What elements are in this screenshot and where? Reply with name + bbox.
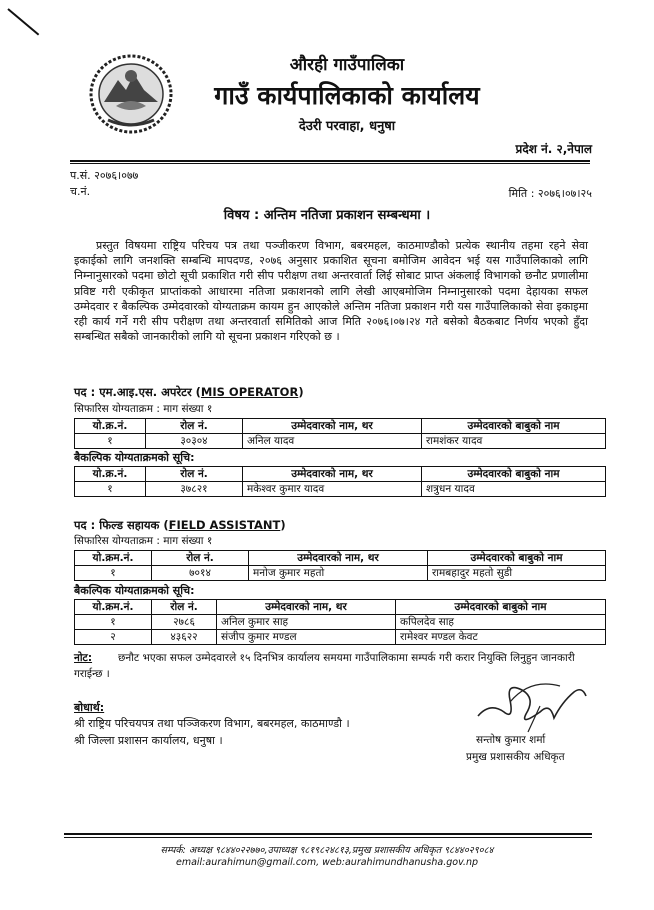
subject-line: विषय : अन्तिम नतिजा प्रकाशन सम्बन्धमा । <box>223 208 431 223</box>
recommended-table-mis <box>74 418 606 449</box>
office-address: देउरी परवाहा, धनुषा <box>298 119 396 134</box>
alternate-table-field <box>74 599 606 645</box>
alternate-label-mis: बैकल्पिक योग्यताक्रमको सूचि: <box>74 451 195 464</box>
municipality-name: औरही गाउँपालिका <box>289 55 405 75</box>
signature-scribble <box>470 672 590 736</box>
table-header-row: यो.क्र.नं. रोल नं. उम्मेदवारको नाम, थर उम्मेदवारको बाबुको नाम <box>75 419 606 434</box>
notice-body: प्रस्तुत विषयमा राष्ट्रिय परिचय पत्र तथा पञ्जीकरण विभाग, बबरमहल, काठमाण्डौको प्रत्येक स्थानीय तहमा रहने सेवा इकाईको लागि जनशक्ति सम्बन्धि मापदण्ड, २०७६ अनुसार प्रकाशित सूचना बमोजिम आवेदन भई यस गाउँपालिकाको लागि निम्नानुसारको पदमा छोटो सूची प्रकाशित गरी सीप परीक्षण तथा अन्तरवार्ता लिई सोबाट प्राप्त अंकलाई विभागको छनौट प्रणालीमा प्रविष्ट गरी एकीकृत प्राप्तांकको आधारमा नतिजा प्रकाशनको लागि लेखी आएबमोजिम निम्नानुसारको पदमा देहायका सफल उम्मेदवार र बैकल्पिक उम्मेदवारको योग्यताक्रम कायम हुन आएकोले अन्तिम नतिजा प्रकाशन गरी यस गाउँपालिकाको सेवा इकाइमा रही कार्य गर्ने गरी सीप परीक्षण तथा अन्तरवार्ता समितिको आज मिति २०७६।०७।२४ गते बसेको बैठकबाट निर्णय भएको हुँदा सम्बन्धित सबैको जानकारीको लागि यो सूचना प्रकाशन गरिएको छ । <box>74 239 588 344</box>
recommended-table-field <box>74 550 606 581</box>
footer-web: email:aurahimun@gmail.com, web:aurahimundhanusha.gov.np <box>175 857 479 868</box>
recommend-label: सिफारिस योग्यताक्रम : माग संख्या १ <box>74 535 213 547</box>
recommend-label: सिफारिस योग्यताक्रम : माग संख्या १ <box>74 403 213 415</box>
dispatch-number: च.नं. <box>70 185 91 198</box>
signatory-name: सन्तोष कुमार शर्मा <box>476 734 546 746</box>
province: प्रदेश नं. २,नेपाल <box>515 142 592 156</box>
office-name: गाउँ कार्यपालिकाको कार्यालय <box>214 81 480 110</box>
table-row: १ २७८६ अनिल कुमार साह कपिलदेव साह <box>75 615 606 630</box>
note-label: नोट: <box>74 652 93 664</box>
cc-title: बोधार्थ: <box>74 701 105 714</box>
table-row: १ ३७८२१ मकेश्वर कुमार यादव शत्रुधन यादव <box>75 482 606 497</box>
table-row: १ ७०१४ मनोज कुमार महतो रामबहादुर महतो सुडी <box>75 566 606 581</box>
table-header-row: यो.क्रम.नं. रोल नं. उम्मेदवारको नाम, थर उम्मेदवारको बाबुको नाम <box>75 600 606 615</box>
header-rule <box>70 160 590 162</box>
ref-number: प.सं. २०७६।०७७ <box>70 169 139 182</box>
cc-item: श्री राष्ट्रिय परिचयपत्र तथा पञ्जिकरण विभाग, बबरमहल, काठमाण्डौ । <box>74 717 350 730</box>
footer-rule-thin <box>64 837 592 838</box>
signatory-title: प्रमुख प्रशासकीय अधिकृत <box>466 751 565 763</box>
scan-corner-mark <box>7 8 39 35</box>
table-header-row: यो.क्रम.नं. रोल नं. उम्मेदवारको नाम, थर उम्मेदवारको बाबुको नाम <box>75 551 606 566</box>
post-title-mis: पद : एम.आइ.एस. अपरेटर (MIS OPERATOR) <box>74 385 304 399</box>
header-rule-thin <box>70 163 590 164</box>
table-row: २ ४३६२२ संजीप कुमार मण्डल रामेश्वर मण्डल केवट <box>75 630 606 645</box>
cc-item: श्री जिल्ला प्रशासन कार्यालय, धनुषा । <box>74 734 223 747</box>
alternate-table-mis <box>74 466 606 497</box>
footer-rule <box>64 833 592 835</box>
alternate-label-field: बैकल्पिक योग्यताक्रमको सूचि: <box>74 584 195 597</box>
note-text: छनौट भएका सफल उम्मेदवारले १५ दिनभित्र कार्यालय समयमा गाउँपालिकामा सम्पर्क गरी करार नियुक्ति लिनुहुन जानकारी गराईन्छ । <box>74 652 575 680</box>
table-row: १ ३०३०४ अनिल यादव रामशंकर यादव <box>75 434 606 449</box>
post-title-field: पद : फिल्ड सहायक (FIELD ASSISTANT) <box>74 518 286 532</box>
table-header-row: यो.क्र.नं. रोल नं. उम्मेदवारको नाम, थर उम्मेदवारको बाबुको नाम <box>75 467 606 482</box>
footer-contact: सम्पर्क: अध्यक्ष ९८४४०२२७७०,उपाध्यक्ष ९८१९८२४८१३,प्रमुख प्रशासकीय अधिकृत ९८४४०२९०८४ <box>160 845 494 856</box>
notice-date: मिति : २०७६।०७।२५ <box>508 187 592 200</box>
